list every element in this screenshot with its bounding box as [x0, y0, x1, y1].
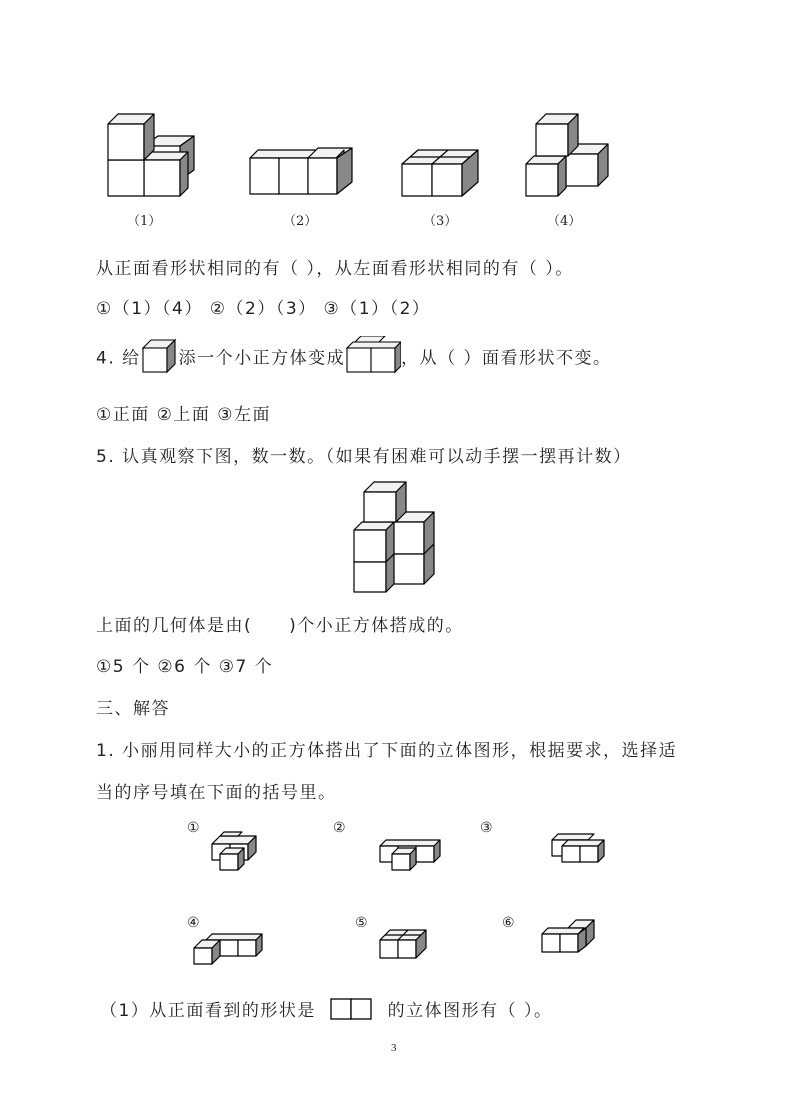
q3-options: ①（1）（4） ②（2）（3） ③（1）（2） [96, 299, 431, 319]
marker-6: ⑥ [502, 915, 515, 931]
caption-4: （4） [547, 214, 582, 229]
caption-1: （1） [127, 214, 162, 229]
q5-figure [348, 478, 443, 596]
small-figure-4 [190, 928, 265, 968]
s3-sub1-prefix: （1）从正面看到的形状是 [100, 1001, 316, 1021]
q5-answer-line: 上面的几何体是由( )个小正方体搭成的。 [96, 616, 464, 636]
section-title: 三、解答 [96, 699, 170, 719]
single-cube-icon [141, 336, 179, 376]
q3-question: 从正面看形状相同的有（ ），从左面看形状相同的有（ ）。 [96, 259, 574, 279]
figure-4 [522, 110, 617, 202]
q4-question [96, 336, 612, 376]
small-figure-5 [376, 926, 436, 966]
page-number: 3 [391, 1042, 397, 1054]
q5-options: ①5 个 ②6 个 ③7 个 [96, 657, 274, 677]
marker-2: ② [333, 820, 346, 836]
caption-3: （3） [423, 214, 458, 229]
two-cube-icon [345, 336, 401, 376]
s3-sub1-suffix: 的立体图形有（ ）。 [387, 1001, 553, 1021]
figure-3 [398, 142, 488, 202]
marker-1: ① [187, 820, 200, 836]
caption-2: （2） [283, 214, 318, 229]
q4-options: ①正面 ②上面 ③左面 [96, 405, 272, 425]
two-squares-icon [329, 997, 375, 1021]
s3-q1-line1: 1. 小丽用同样大小的正方体搭出了下面的立体图形，根据要求，选择适 [96, 741, 678, 761]
small-figure-3 [548, 830, 613, 870]
q4-suffix: ，从（ ）面看形状不变。 [401, 348, 612, 369]
marker-4: ④ [187, 915, 200, 931]
marker-5: ⑤ [355, 915, 368, 931]
q5-question: 5. 认真观察下图，数一数。（如果有困难可以动手摆一摆再计数） [96, 447, 632, 467]
figure-1 [100, 108, 210, 203]
small-figure-6 [538, 916, 603, 958]
s3-q1-line2: 当的序号填在下面的括号里。 [96, 783, 337, 803]
small-figure-1 [206, 830, 266, 875]
small-figure-2 [376, 834, 446, 874]
q4-prefix: 4. 给 [96, 348, 141, 369]
figure-2 [246, 140, 361, 200]
marker-3: ③ [480, 820, 493, 836]
s3-sub1 [100, 996, 553, 1021]
q4-middle: 添一个小正方体变成 [178, 348, 346, 369]
